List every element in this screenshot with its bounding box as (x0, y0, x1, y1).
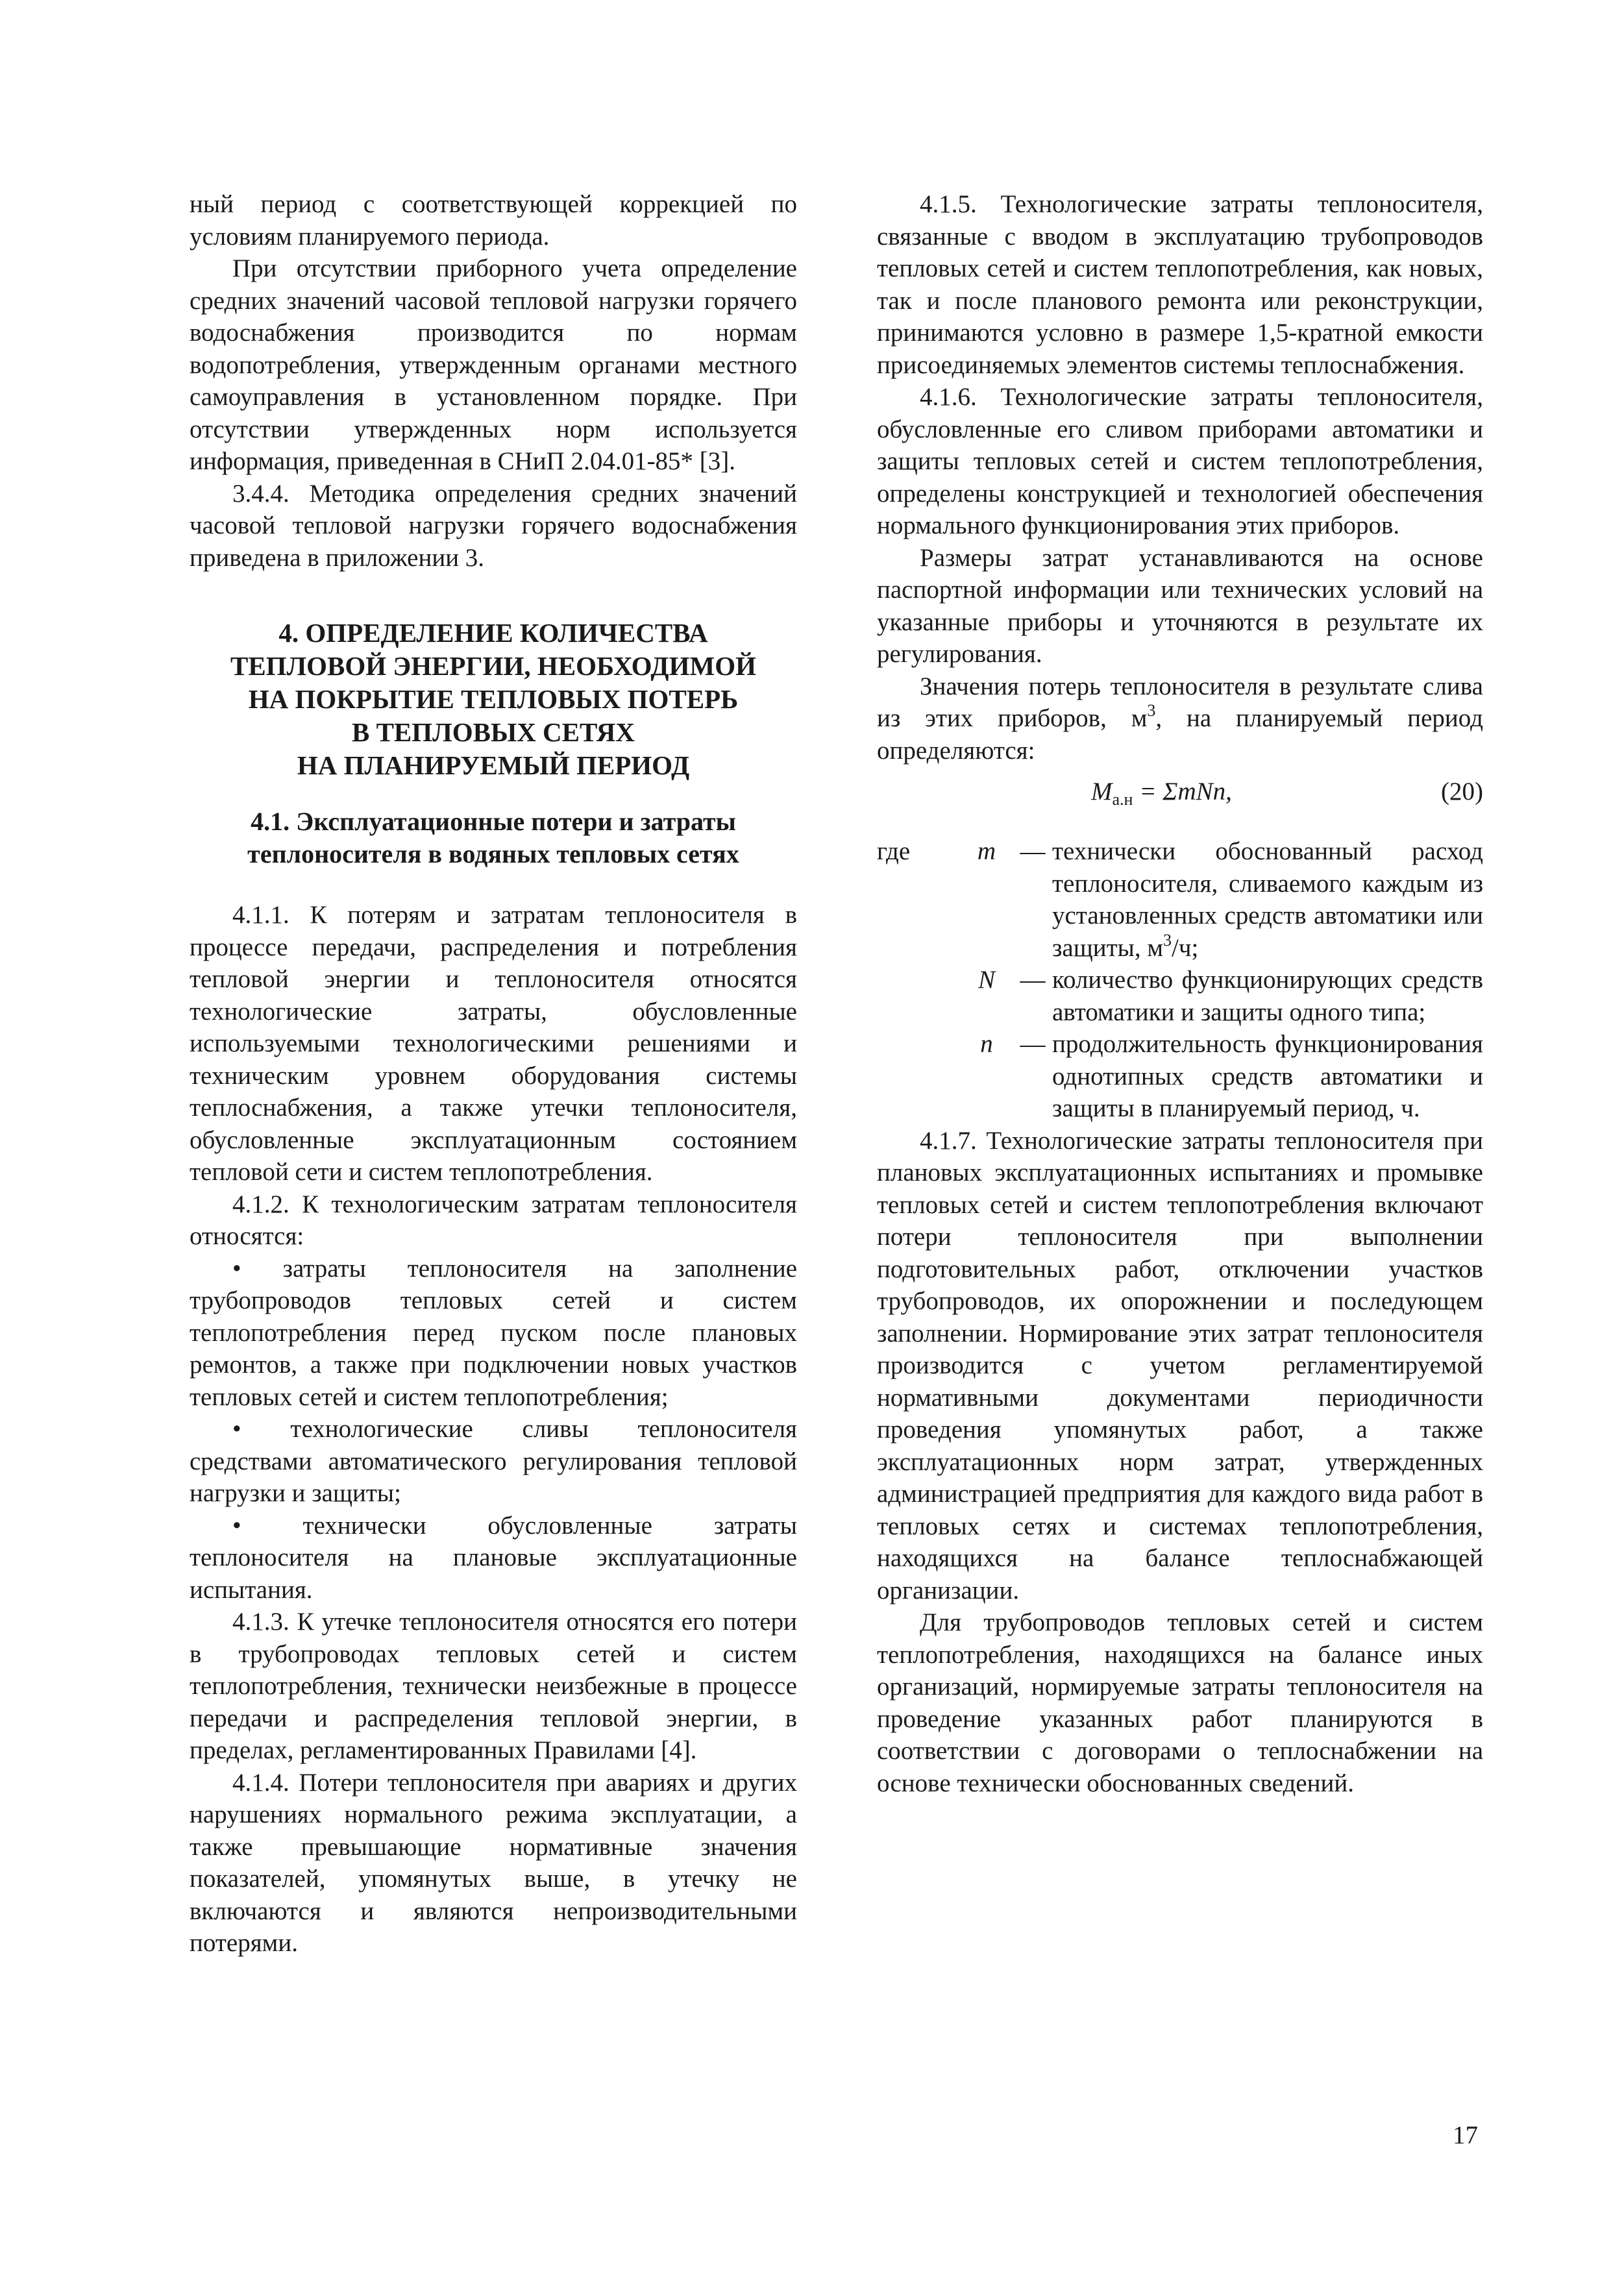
paragraph-4-1-4: 4.1.4. Потери теплоносителя при авариях и других нарушениях нормального режима эксплуатации, а также превышающие нормативные значения показателей, упомянутых выше, в утечку не включаются и являются непроизводительными потерями. (190, 1768, 797, 1957)
paragraph-4-1-5: 4.1.5. Технологические затраты теплоносителя, связанные с вводом в эксплуатацию трубопроводов тепловых сетей и систем теплопотребления, как новых, так и после планового ремонта или реконструкции, принимаются условно в размере 1,5-кратной емкости присоединяемых элементов системы теплоснабжения. (877, 190, 1483, 379)
definition-n: n — продолжительность функционирования однотипных средств автоматики и защиты в планируемый период, ч. (980, 1030, 1483, 1122)
bullet-item: • затраты теплоносителя на заполнение трубопроводов тепловых сетей и систем теплопотребления перед пуском после плановых ремонтов, а также при подключении новых участков тепловых сетей и систем теплопотребления; (190, 1254, 797, 1411)
paragraph-cost-sizes: Размеры затрат устанавливаются на основе паспортной информации или технических условий на указанные приборы и уточняются в результате их регулирования. (877, 543, 1483, 668)
page-number: 17 (1453, 2121, 1478, 2149)
variable-definitions (877, 835, 1483, 1125)
subsection-heading: 4.1. Эксплуатационные потери и затраты теплоносителя в водяных тепловых сетях (247, 807, 739, 868)
formula-number: (20) (1441, 778, 1483, 805)
bullet-item: • технически обусловленные затраты теплоносителя на плановые эксплуатационные испытания. (190, 1511, 797, 1604)
where-label: где (877, 837, 911, 865)
definition-m: где m — технически обоснованный расход теплоносителя, сливаемого каждым из установленных средств автоматики или защиты, $м^3/ч$; (877, 835, 1483, 964)
paragraph-continuation: ный период с соответствующей коррекцией по условиям планируемого периода. (190, 190, 797, 251)
section-heading: 4. ОПРЕДЕЛЕНИЕ КОЛИЧЕСТВА ТЕПЛОВОЙ ЭНЕРГИИ, НЕОБХОДИМОЙ НА ПОКРЫТИЕ ТЕПЛОВЫХ ПОТЕРЬ В ТЕПЛОВЫХ СЕТЯХ НА ПЛАНИРУЕМЫЙ ПЕРИОД (230, 618, 757, 780)
paragraph-metering: При отсутствии приборного учета определение средних значений часовой тепловой нагрузки горячего водоснабжения производится по нормам водопотребления, утвержденным органами местного самоуправления в установленном порядке. При отсутствии утвержденных норм используется информация, приведенная в СНиП 2.04.01-85* [3]. (190, 254, 797, 475)
formula-20 (877, 776, 1483, 809)
paragraph-4-1-6: 4.1.6. Технологические затраты теплоносителя, обусловленные его сливом приборами автоматики и защиты тепловых сетей и систем теплопотребления, определены конструкцией и технологией обеспечения нормального функционирования этих приборов. (877, 383, 1483, 539)
paragraph-4-1-1: 4.1.1. К потерям и затратам теплоносителя в процессе передачи, распределения и потребления тепловой энергии и теплоносителя относятся технологические затраты, обусловленные используемыми технологическими решениями и техническим уровнем оборудования системы теплоснабжения, а также утечки теплоносителя, обусловленные эксплуатационным состоянием тепловой сети и систем теплопотребления. (190, 901, 797, 1186)
left-column (190, 188, 797, 1960)
paragraph-other-organizations: Для трубопроводов тепловых сетей и систем теплопотребления, находящихся на балансе иных организаций, нормируемые затраты теплоносителя на проведение указанных работ планируются в соответствии с договорами о теплоснабжении на основе технически обоснованных сведений. (877, 1608, 1483, 1797)
paragraph-4-1-3: 4.1.3. К утечке теплоносителя относятся его потери в трубопроводах тепловых сетей и систем теплопотребления, технически неизбежные в процессе передачи и распределения тепловой энергии, в пределах, регламентированных Правилами [4]. (190, 1608, 797, 1764)
formula-expression: $M_{а.н} = \Sigma mNn$, (1091, 778, 1232, 809)
paragraph-3-4-4: 3.4.4. Методика определения средних значений часовой тепловой нагрузки горячего водоснабжения приведена в приложении 3. (190, 479, 797, 572)
paragraph-4-1-2: 4.1.2. К технологическим затратам теплоносителя относятся: (190, 1190, 797, 1250)
paragraph-loss-values: Значения потерь теплоносителя в результате слива из этих приборов, $м^3$, на планируемый период определяются: (877, 672, 1484, 765)
paragraph-4-1-7: 4.1.7. Технологические затраты теплоносителя при плановых эксплуатационных испытаниях и промывке тепловых сетей и систем теплопотребления включают потери теплоносителя при выполнении подготовительных работ, отключении участков трубопроводов, их опорожнении и последующем заполнении. Нормирование этих затрат теплоносителя производится с учетом регламентируемой нормативными документами периодичности проведения упомянутых работ, а также эксплуатационных норм затрат, утвержденных администрацией предприятия для каждого вида работ в тепловых сетях и системах теплопотребления, находящихся на балансе теплоснабжающей организации. (877, 1126, 1483, 1604)
definition-N: N — количество функционирующих средств автоматики и защиты одного типа; (978, 966, 1483, 1026)
bullet-item: • технологические сливы теплоносителя средствами автоматического регулирования тепловой нагрузки и защиты; (190, 1415, 797, 1507)
right-column (877, 188, 1483, 1799)
